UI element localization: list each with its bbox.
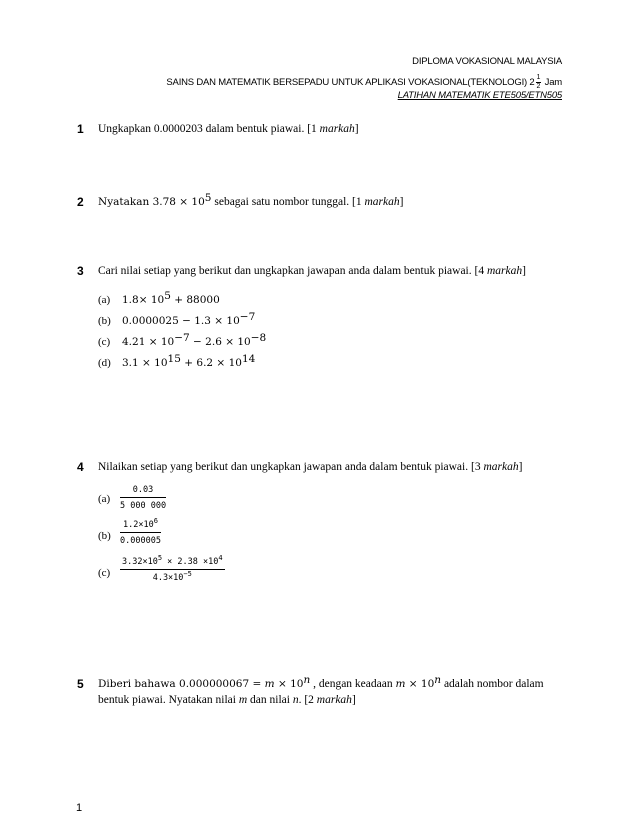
question-3-part-a: [98, 290, 220, 306]
question-3-text-body: Cari nilai setiap yang berikut dan ungkapkan jawapan anda dalam bentuk piawai. [4: [98, 265, 487, 277]
question-1-text-end: ]: [354, 123, 359, 135]
question-2-expression: Nyatakan 3.78 × 10: [98, 196, 205, 208]
part-exponent-tail: −8: [250, 332, 267, 344]
question-2-text-end: ]: [399, 196, 404, 208]
q5-exp-n: n: [303, 674, 311, 686]
part-expression-tail: − 2.6 × 10: [189, 336, 251, 348]
question-2-text: [98, 194, 558, 210]
part-exponent: −7: [239, 311, 256, 323]
question-5-line-2: [98, 692, 558, 708]
fraction-numerator: [120, 517, 161, 533]
q5-line-2-marks-open: . [2: [298, 694, 317, 706]
part-expression-tail: + 6.2 × 10: [180, 357, 242, 369]
q5-var-m-2: m: [395, 678, 406, 690]
q5-var-m: m: [264, 678, 275, 690]
numerator-part-1: 3.32×10: [122, 557, 158, 567]
part-exponent: 5: [164, 290, 171, 302]
question-2-exponent: 5: [204, 192, 212, 204]
denominator-exponent: −5: [183, 570, 192, 578]
part-expression: 3.1 × 10: [122, 357, 168, 369]
question-4-part-b-fraction: [120, 517, 161, 546]
q5-times: × 10: [274, 678, 304, 690]
question-2-text-body: sebagai satu nombor tunggal. [1: [211, 196, 365, 208]
header-fraction: [536, 74, 542, 91]
part-label: (a): [98, 294, 111, 306]
question-3-number: 3: [77, 264, 84, 278]
fraction-denominator: [120, 570, 225, 583]
header-fraction-den: 2: [536, 83, 541, 90]
part-expression: 1.8× 10: [122, 294, 165, 306]
q5-expression: Diberi bahawa 0.000000067 =: [98, 678, 265, 690]
question-4-text: [98, 459, 558, 475]
fraction-denominator: 5 000 000: [120, 501, 167, 511]
header-line-3: LATIHAN MATEMATIK ETE505/ETN505: [397, 90, 562, 101]
part-label: (d): [98, 357, 111, 369]
header-line-2-suffix: Jam: [542, 77, 562, 89]
question-3-text: [98, 263, 558, 279]
fraction-numerator: [120, 554, 225, 570]
page-number: 1: [76, 802, 83, 814]
part-label: (b): [98, 315, 111, 327]
question-2-number: 2: [77, 195, 84, 209]
question-3-part-b: [98, 311, 256, 327]
part-exponent-tail: 14: [241, 353, 256, 365]
question-4-text-body: Nilaikan setiap yang berikut dan ungkapkan jawapan anda dalam bentuk piawai. [3: [98, 461, 484, 473]
q5-text-mid: , dengan keadaan: [310, 678, 396, 690]
header-line-2-prefix: SAINS DAN MATEMATIK BERSEPADU UNTUK APLIKASI VOKASIONAL(TEKNOLOGI) 2: [166, 77, 535, 89]
question-4-marks-word: markah: [483, 461, 519, 473]
question-5-marks-word: markah: [316, 694, 352, 706]
header-line-1: DIPLOMA VOKASIONAL MALAYSIA: [412, 56, 562, 67]
numerator-exponent-2: 4: [218, 554, 223, 562]
question-5-line-1: [98, 676, 558, 692]
q5-line-2-m: m: [238, 694, 248, 706]
question-1-marks-word: markah: [319, 123, 355, 135]
numerator-part-2: × 2.38 ×10: [162, 557, 219, 567]
numerator-exponent: 6: [153, 517, 158, 525]
part-exponent: −7: [174, 332, 190, 344]
q5-text-end-line-1: adalah nombor dalam: [441, 678, 544, 690]
fraction-denominator: 0.000005: [120, 536, 161, 546]
part-expression-tail: + 88000: [170, 294, 220, 306]
question-1-number: 1: [77, 122, 84, 136]
q5-times-2: × 10: [405, 678, 435, 690]
part-exponent: 15: [167, 353, 181, 365]
question-3-part-c: [98, 332, 267, 348]
question-5-text-end: ]: [351, 694, 356, 706]
header-line-2: [166, 74, 562, 91]
part-expression: 4.21 × 10: [122, 336, 175, 348]
question-2-marks-word: markah: [364, 196, 400, 208]
question-4-part-c-fraction: [120, 554, 225, 583]
denominator-base: 4.3×10: [152, 573, 184, 583]
question-5-number: 5: [77, 677, 84, 691]
numerator-base: 1.2×10: [123, 520, 154, 530]
question-4-part-b-label: (b): [98, 530, 111, 542]
question-5-text: [98, 676, 558, 708]
fraction-numerator: 0.03: [120, 485, 166, 498]
part-expression: 0.0000025 − 1.3 × 10: [122, 315, 240, 327]
q5-line-2-mid: dan nilai: [247, 694, 293, 706]
question-4-part-a-fraction: [120, 485, 166, 511]
q5-exp-n-2: n: [434, 674, 442, 686]
q5-line-2-n: n: [292, 694, 299, 706]
question-4-text-end: ]: [518, 461, 523, 473]
question-4-number: 4: [77, 460, 84, 474]
header-fraction-num: 1: [536, 74, 541, 81]
question-4-part-a-label: (a): [98, 493, 111, 505]
q5-line-2-text: bentuk piawai. Nyatakan nilai: [98, 694, 239, 706]
question-3-text-end: ]: [522, 265, 526, 277]
question-4-part-c-label: (c): [98, 567, 111, 579]
question-3-marks-word: markah: [486, 265, 523, 277]
question-1-text: [98, 121, 558, 137]
part-label: (c): [98, 336, 111, 348]
question-3-part-d: [98, 353, 256, 369]
question-1-text-body: Ungkapkan 0.0000203 dalam bentuk piawai. [1: [98, 123, 320, 135]
numerator-exponent-1: 5: [157, 554, 163, 562]
